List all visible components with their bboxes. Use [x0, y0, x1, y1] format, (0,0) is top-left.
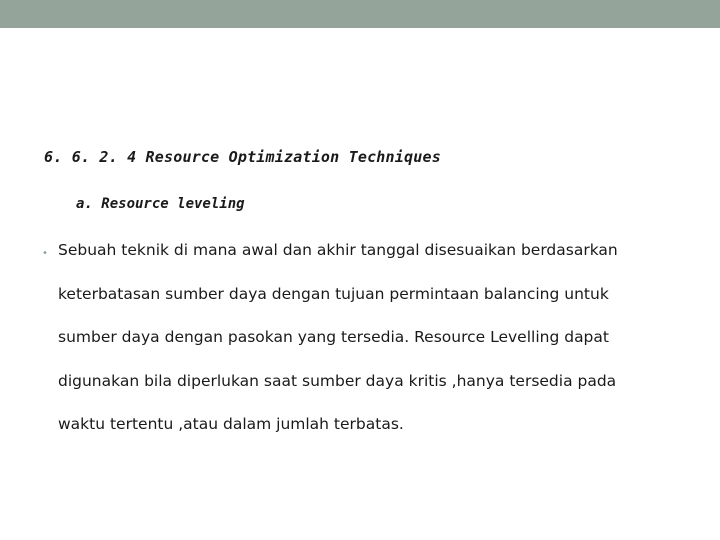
bullet-line: waktu tertentu ,atau dalam jumlah terbatas.	[58, 415, 404, 433]
top-accent-bar	[0, 0, 720, 28]
bullet-paragraph	[58, 229, 678, 447]
bullet-line: Sebuah teknik di mana awal dan akhir tanggal disesuaikan berdasarkan	[58, 241, 618, 259]
slide-content	[0, 28, 720, 540]
bullet-line: sumber daya dengan pasokan yang tersedia. Resource Levelling dapat	[58, 328, 609, 346]
bullet-marker: •	[42, 248, 48, 259]
bullet-line: digunakan bila diperlukan saat sumber daya kritis ,hanya tersedia pada	[58, 371, 617, 390]
section-heading: 6. 6. 2. 4 Resource Optimization Techniques	[44, 148, 441, 166]
bullet-line: keterbatasan sumber daya dengan tujuan permintaan balancing untuk	[58, 284, 609, 303]
subsection-heading: a. Resource leveling	[76, 196, 245, 212]
